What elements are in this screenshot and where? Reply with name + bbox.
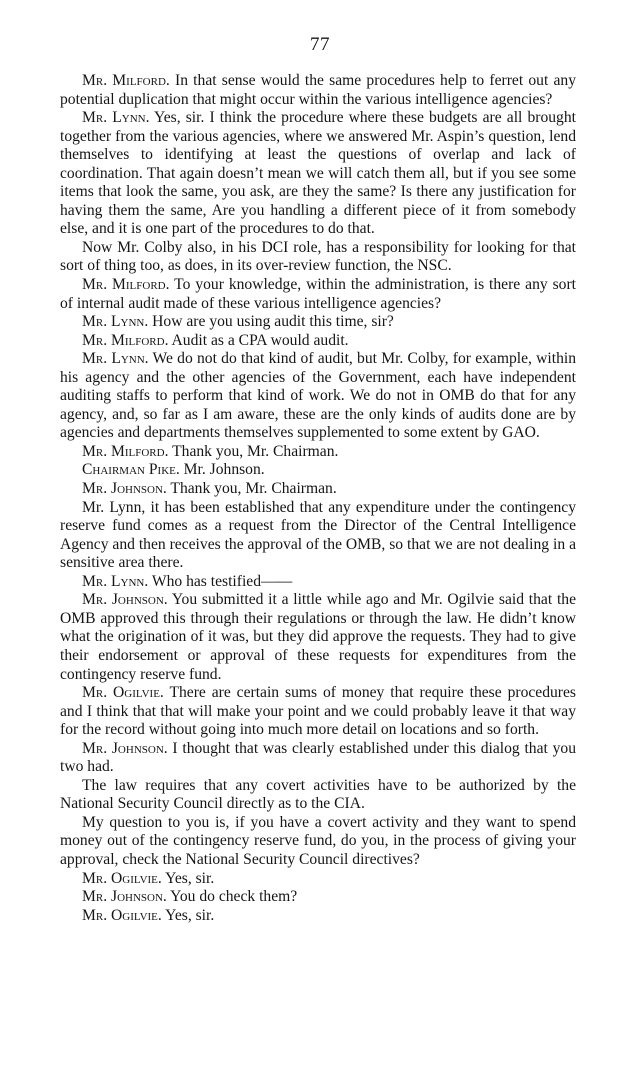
speaker-name: Mr. Lynn.: [82, 313, 149, 331]
paragraph: [60, 313, 576, 332]
paragraph-text: My question to you is, if you have a covert activity and they want to spend money out of the contingency reserve fund, do you, in the process of giving your approval, check the National Security Council directives?: [60, 813, 576, 868]
paragraph: [60, 591, 576, 684]
paragraph: [60, 888, 576, 907]
speaker-name: Mr. Johnson.: [82, 591, 168, 609]
speaker-name: Mr. Johnson.: [82, 480, 167, 498]
paragraph: [60, 461, 576, 480]
speaker-name: Mr. Milford.: [82, 276, 170, 294]
paragraph: [60, 814, 576, 870]
paragraph: [60, 684, 576, 740]
speaker-name: Mr. Milford.: [82, 72, 170, 89]
paragraph-text: To your knowledge, within the administration, is there any sort of internal audit made of these various intelligence agencies?: [60, 276, 576, 312]
paragraph-text: Yes, sir.: [161, 906, 215, 924]
transcript-body: [60, 72, 576, 925]
speaker-name: Mr. Milford.: [82, 331, 169, 349]
paragraph-text: We do not do that kind of audit, but Mr. Colby, for example, within his agency and the other agencies of the Government, each have independent auditing staffs to perform that kind of work. We do not in OMB do that for any agency, and, so far as I am aware, these are the only kinds of audits done are by agencies and departments themselves supplemented to some extent by GAO.: [60, 350, 576, 442]
speaker-name: Mr. Milford.: [82, 442, 169, 460]
paragraph: [60, 480, 576, 499]
paragraph: [60, 332, 576, 351]
speaker-name: Mr. Lynn.: [82, 350, 149, 368]
paragraph: [60, 907, 576, 926]
paragraph: [60, 499, 576, 573]
speaker-name: Mr. Lynn.: [82, 572, 149, 590]
paragraph-text: I thought that was clearly established under this dialog that you two had.: [60, 739, 576, 776]
paragraph: [60, 573, 576, 592]
paragraph-text: Mr. Johnson.: [179, 461, 265, 479]
paragraph: [60, 777, 576, 814]
speaker-name: Mr. Ogilvie.: [82, 906, 162, 924]
paragraph: [60, 740, 576, 777]
speaker-name: Mr. Ogilvie.: [82, 684, 164, 702]
paragraph-text: Yes, sir. I think the procedure where these budgets are all brought together from the various agencies, where we answered Mr. Aspin’s question, lend themselves to identifying at least the questions of overlap and lack of coordination. That again doesn’t mean we will catch them all, but if you see some items that look the same, you ask, are they the same? Is there any justification for having them the same, Are you handling a different piece of it from somebody else, and it is one part of the procedures to do that.: [60, 109, 576, 238]
paragraph-text: Mr. Lynn, it has been established that any expenditure under the contingency reserve fund comes as a request from the Director of the Central Intelligence Agency and then receives the approval of the OMB, so that we are not dealing in a sensitive area there.: [60, 498, 576, 572]
speaker-name: Mr. Ogilvie.: [82, 869, 162, 887]
paragraph: [60, 443, 576, 462]
paragraph: [60, 870, 576, 889]
paragraph-text: You do check them?: [166, 888, 298, 906]
page-number: 77: [310, 34, 330, 55]
speaker-name: Mr. Johnson.: [82, 739, 168, 757]
paragraph-text: The law requires that any covert activities have to be authorized by the National Security Council directly as to the CIA.: [60, 776, 576, 813]
speaker-name: Chairman Pike.: [82, 461, 180, 479]
paragraph: [60, 276, 576, 313]
paragraph-text: Yes, sir.: [161, 869, 215, 887]
paragraph: [60, 350, 576, 443]
paragraph: [60, 239, 576, 276]
paragraph-text: How are you using audit this time, sir?: [148, 313, 394, 331]
speaker-name: Mr. Johnson.: [82, 888, 167, 906]
paragraph-text: There are certain sums of money that require these procedures and I think that that will make your point and we could probably leave it that way for the record without going into much more detail on locations and so forth.: [60, 684, 576, 739]
paragraph-text: Who has testified——: [148, 572, 293, 590]
paragraph-text: Audit as a CPA would audit.: [168, 331, 349, 349]
paragraph-text: In that sense would the same procedures help to ferret out any potential duplication that might occur within the various intelligence agencies?: [60, 72, 576, 108]
speaker-name: Mr. Lynn.: [82, 109, 150, 127]
paragraph-text: Thank you, Mr. Chairman.: [166, 480, 337, 498]
paragraph-text: You submitted it a little while ago and Mr. Ogilvie said that the OMB approved this through their regulations or through the law. He didn’t know what the origination of it was, but they did approve the requests. They had to give their endorsement or approval of these requests for expenditures from the contingency reserve fund.: [60, 591, 576, 683]
paragraph: [60, 109, 576, 239]
paragraph-text: Now Mr. Colby also, in his DCI role, has a responsibility for looking for that sort of thing too, as does, in its over-review function, the NSC.: [60, 238, 576, 275]
paragraph: [60, 72, 576, 109]
paragraph-text: Thank you, Mr. Chairman.: [168, 442, 339, 460]
